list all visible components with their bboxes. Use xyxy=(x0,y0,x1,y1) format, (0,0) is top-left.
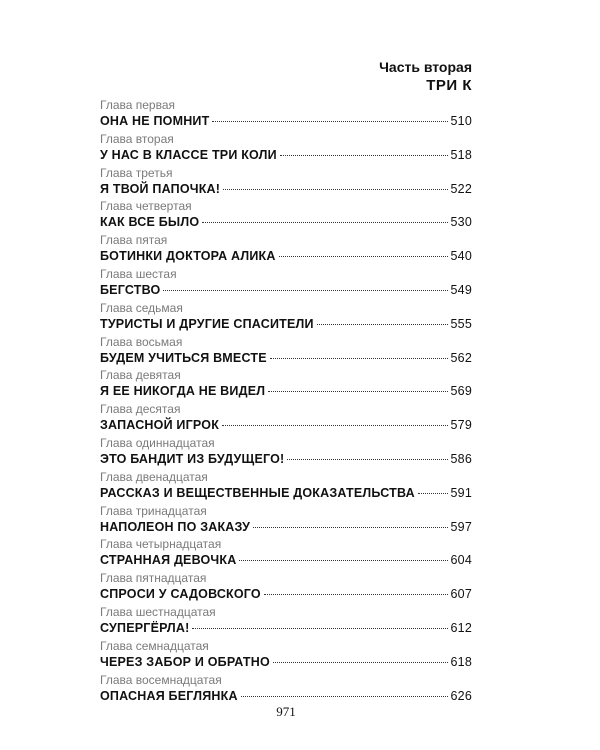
page-number: 971 xyxy=(276,704,296,719)
toc-entry xyxy=(100,233,472,267)
chapter-page-number: 522 xyxy=(450,181,472,196)
chapter-page-number: 510 xyxy=(450,114,472,128)
chapter-line xyxy=(100,416,472,434)
dot-leader xyxy=(317,324,448,325)
toc-entry xyxy=(100,673,472,707)
toc-entry xyxy=(100,335,472,369)
chapter-line xyxy=(100,518,472,536)
chapter-page-number: 562 xyxy=(450,350,472,365)
chapter-page-number: 604 xyxy=(450,553,472,568)
chapter-page-number: 612 xyxy=(450,620,472,635)
chapter-label: Глава четвертая xyxy=(100,199,192,214)
chapter-label: Глава вторая xyxy=(100,131,174,146)
toc-entry xyxy=(100,504,472,538)
toc-entry xyxy=(100,571,472,605)
chapter-label: Глава первая xyxy=(100,98,176,112)
part-label: Часть вторая xyxy=(379,59,472,75)
chapter-label: Глава четырнадцатая xyxy=(100,537,222,552)
table-of-contents xyxy=(100,98,472,706)
chapter-page-number: 597 xyxy=(450,519,472,534)
dot-leader xyxy=(273,662,448,663)
chapter-line xyxy=(100,653,472,671)
chapter-label: Глава семнадцатая xyxy=(100,638,209,653)
chapter-label: Глава третья xyxy=(100,165,173,180)
chapter-line xyxy=(100,687,472,705)
chapter-title: РАССКАЗ И ВЕЩЕСТВЕННЫЕ ДОКАЗАТЕЛЬСТВА xyxy=(100,485,415,500)
dot-leader xyxy=(270,358,448,359)
chapter-label: Глава пятнадцатая xyxy=(100,571,207,586)
toc-entry xyxy=(100,132,472,166)
dot-leader xyxy=(253,527,447,528)
chapter-title: БУДЕМ УЧИТЬСЯ ВМЕСТЕ xyxy=(100,350,267,365)
chapter-page-number: 549 xyxy=(450,282,472,297)
chapter-label: Глава седьмая xyxy=(100,300,183,315)
chapter-title: Я ЕЕ НИКОГДА НЕ ВИДЕЛ xyxy=(100,384,266,399)
dot-leader xyxy=(418,493,448,494)
chapter-label: Глава восемнадцатая xyxy=(100,672,222,687)
chapter-line xyxy=(100,315,472,333)
dot-leader xyxy=(223,189,447,190)
toc-entry xyxy=(100,639,472,673)
chapter-label: Глава пятая xyxy=(100,233,168,248)
part-header xyxy=(100,58,472,95)
dot-leader xyxy=(264,594,448,595)
chapter-title: ЧЕРЕЗ ЗАБОР И ОБРАТНО xyxy=(100,654,270,669)
chapter-title: НАПОЛЕОН ПО ЗАКАЗУ xyxy=(100,519,251,534)
chapter-line xyxy=(100,585,472,603)
dot-leader xyxy=(279,256,448,257)
chapter-page-number: 591 xyxy=(450,485,472,500)
dot-leader xyxy=(202,222,447,223)
dot-leader xyxy=(280,155,448,156)
toc-entry xyxy=(100,368,472,402)
chapter-line xyxy=(100,551,472,569)
chapter-line xyxy=(100,213,472,231)
chapter-page-number: 626 xyxy=(450,688,472,703)
chapter-page-number: 607 xyxy=(450,587,472,602)
chapter-page-number: 518 xyxy=(450,147,472,162)
chapter-line xyxy=(100,146,472,164)
chapter-page-number: 540 xyxy=(450,249,472,264)
chapter-line xyxy=(100,382,472,400)
chapter-label: Глава шестнадцатая xyxy=(100,604,216,619)
chapter-page-number: 555 xyxy=(450,316,472,331)
toc-entry xyxy=(100,199,472,233)
dot-leader xyxy=(163,290,447,291)
toc-entry xyxy=(100,470,472,504)
chapter-line xyxy=(100,112,472,130)
toc-entry xyxy=(100,537,472,571)
chapter-page-number: 530 xyxy=(450,215,472,230)
chapter-line xyxy=(100,484,472,502)
toc-entry xyxy=(100,98,472,132)
chapter-title: БЕГСТВО xyxy=(100,282,161,297)
chapter-label: Глава девятая xyxy=(100,368,181,383)
chapter-title: СПРОСИ У САДОВСКОГО xyxy=(100,587,261,602)
chapter-title: ЭТО БАНДИТ ИЗ БУДУЩЕГО! xyxy=(100,451,285,466)
chapter-label: Глава тринадцатая xyxy=(100,503,207,518)
dot-leader xyxy=(287,459,447,460)
chapter-label: Глава шестая xyxy=(100,266,177,281)
toc-entry xyxy=(100,267,472,301)
chapter-title: Я ТВОЙ ПАПОЧКА! xyxy=(100,181,221,196)
chapter-title: ОПАСНАЯ БЕГЛЯНКА xyxy=(100,688,238,703)
chapter-title: ТУРИСТЫ И ДРУГИЕ СПАСИТЕЛИ xyxy=(100,316,314,331)
dot-leader xyxy=(241,696,448,697)
chapter-line xyxy=(100,281,472,299)
chapter-label: Глава одиннадцатая xyxy=(100,435,215,450)
toc-entry xyxy=(100,301,472,335)
chapter-label: Глава восьмая xyxy=(100,334,183,349)
toc-entry xyxy=(100,436,472,470)
chapter-page-number: 586 xyxy=(450,451,472,466)
toc-entry xyxy=(100,166,472,200)
part-title: ТРИ К xyxy=(426,77,472,94)
chapter-title: СУПЕРГЁРЛА! xyxy=(100,620,190,635)
chapter-line xyxy=(100,450,472,468)
toc-entry xyxy=(100,402,472,436)
chapter-label: Глава двенадцатая xyxy=(100,469,208,484)
dot-leader xyxy=(239,560,447,561)
dot-leader xyxy=(268,391,447,392)
chapter-label: Глава десятая xyxy=(100,402,181,417)
dot-leader xyxy=(212,121,447,122)
chapter-page-number: 569 xyxy=(450,384,472,399)
chapter-line xyxy=(100,180,472,198)
chapter-page-number: 618 xyxy=(450,654,472,669)
chapter-line xyxy=(100,349,472,367)
chapter-title: У НАС В КЛАССЕ ТРИ КОЛИ xyxy=(100,147,277,162)
chapter-line xyxy=(100,247,472,265)
chapter-page-number: 579 xyxy=(450,418,472,433)
chapter-title: БОТИНКИ ДОКТОРА АЛИКА xyxy=(100,249,276,264)
chapter-title: ОНА НЕ ПОМНИТ xyxy=(100,114,210,128)
chapter-title: КАК ВСЕ БЫЛО xyxy=(100,215,200,230)
chapter-title: СТРАННАЯ ДЕВОЧКА xyxy=(100,553,237,568)
chapter-line xyxy=(100,619,472,637)
dot-leader xyxy=(192,628,447,629)
toc-entry xyxy=(100,605,472,639)
chapter-title: ЗАПАСНОЙ ИГРОК xyxy=(100,418,220,433)
dot-leader xyxy=(222,425,448,426)
